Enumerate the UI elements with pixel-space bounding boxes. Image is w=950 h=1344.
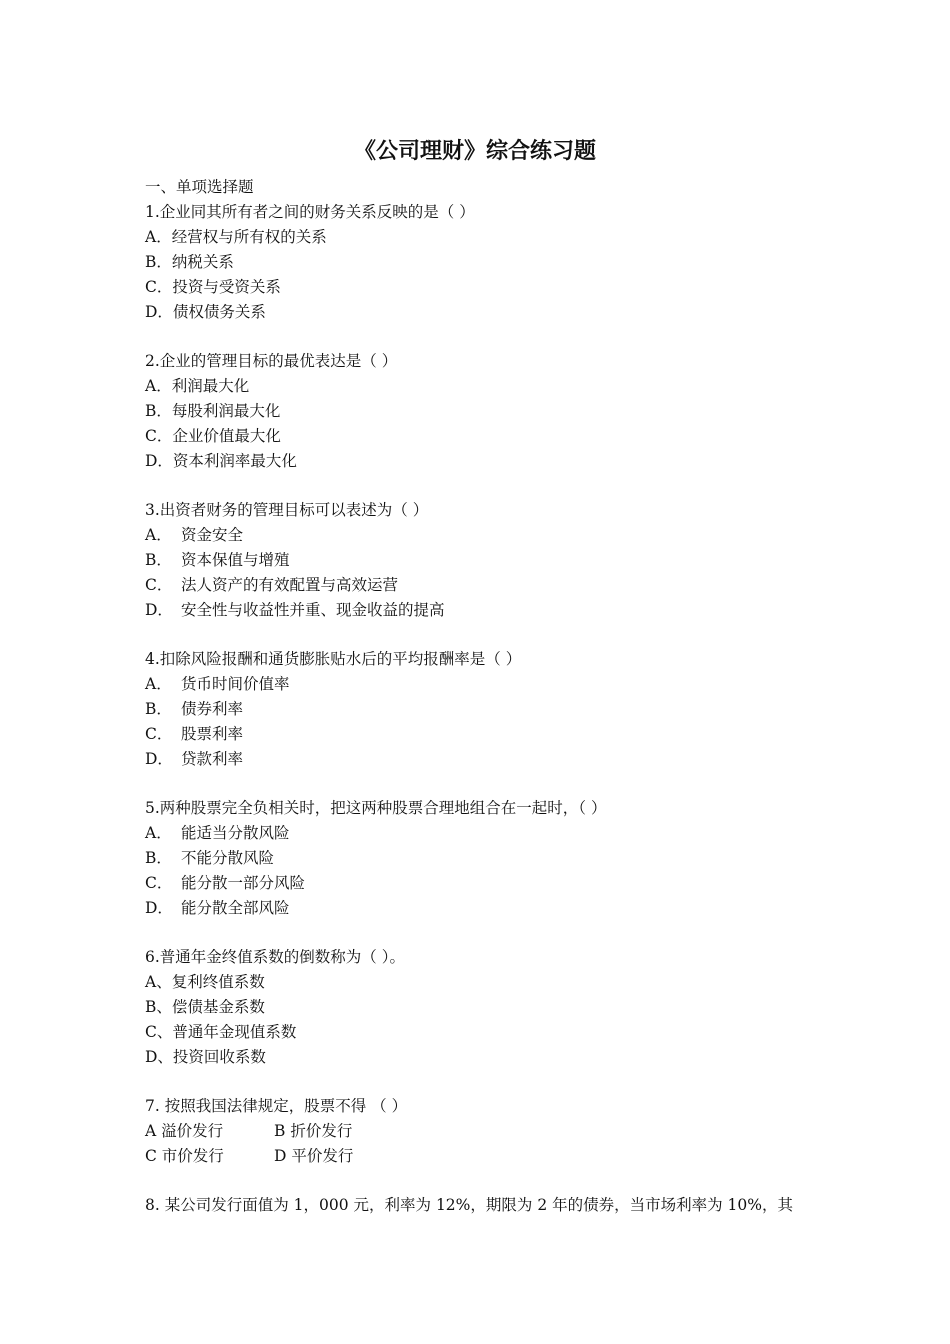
option-letter: B． bbox=[145, 551, 172, 569]
option-a bbox=[145, 821, 825, 846]
question-stem: 5.两种股票完全负相关时，把这两种股票合理地组合在一起时，（ ） bbox=[145, 799, 607, 817]
option-letter: D． bbox=[145, 601, 173, 619]
option-text: 资本保值与增殖 bbox=[181, 551, 290, 569]
option-letter: A． bbox=[145, 526, 172, 544]
option-b: B．每股利润最大化 bbox=[145, 402, 281, 420]
question-4 bbox=[145, 647, 825, 772]
option-b: B 折价发行 bbox=[274, 1122, 353, 1140]
question-stem: 2.企业的管理目标的最优表达是（ ） bbox=[145, 352, 398, 370]
option-c: C、普通年金现值系数 bbox=[145, 1023, 297, 1041]
option-letter: D． bbox=[145, 899, 173, 917]
option-letter: D． bbox=[145, 750, 173, 768]
option-d: D 平价发行 bbox=[274, 1147, 354, 1165]
question-stem: 3.出资者财务的管理目标可以表述为（ ） bbox=[145, 501, 429, 519]
option-text: 资金安全 bbox=[181, 526, 244, 544]
question-7 bbox=[145, 1094, 825, 1169]
option-letter: B． bbox=[145, 700, 172, 718]
question-list bbox=[145, 175, 825, 1218]
option-text: 能适当分散风险 bbox=[181, 824, 290, 842]
option-c: C 市价发行 bbox=[145, 1147, 224, 1165]
question-8 bbox=[145, 1193, 825, 1218]
option-letter: B． bbox=[145, 849, 172, 867]
option-letter: A． bbox=[145, 824, 172, 842]
option-a: A、复利终值系数 bbox=[145, 973, 265, 991]
question-stem: 7. 按照我国法律规定，股票不得 （ ） bbox=[145, 1097, 408, 1115]
option-text: 能分散一部分风险 bbox=[181, 874, 306, 892]
option-row bbox=[145, 1144, 825, 1169]
question-2 bbox=[145, 349, 825, 474]
option-text: 贷款利率 bbox=[181, 750, 244, 768]
question-6 bbox=[145, 945, 825, 1070]
option-letter: C． bbox=[145, 725, 173, 743]
option-letter: C． bbox=[145, 874, 173, 892]
option-d: D、投资回收系数 bbox=[145, 1048, 266, 1066]
option-c bbox=[145, 871, 825, 896]
option-a: A．利润最大化 bbox=[145, 377, 250, 395]
option-a bbox=[145, 523, 825, 548]
option-b: B．纳税关系 bbox=[145, 253, 234, 271]
option-d bbox=[145, 747, 825, 772]
option-row bbox=[145, 1119, 825, 1144]
option-c bbox=[145, 573, 825, 598]
option-a: A．经营权与所有权的关系 bbox=[145, 228, 327, 246]
option-text: 法人资产的有效配置与高效运营 bbox=[181, 576, 399, 594]
section-heading: 一、单项选择题 bbox=[145, 178, 254, 196]
option-b bbox=[145, 697, 825, 722]
option-letter: A． bbox=[145, 675, 172, 693]
option-a: A 溢价发行 bbox=[145, 1122, 224, 1140]
option-c: C．企业价值最大化 bbox=[145, 427, 281, 445]
question-5 bbox=[145, 796, 825, 921]
option-a bbox=[145, 672, 825, 697]
question-stem: 1.企业同其所有者之间的财务关系反映的是（ ） bbox=[145, 203, 475, 221]
question-stem: 4.扣除风险报酬和通货膨胀贴水后的平均报酬率是（ ） bbox=[145, 650, 522, 668]
option-text: 能分散全部风险 bbox=[181, 899, 290, 917]
question-3 bbox=[145, 498, 825, 623]
question-stem: 8. 某公司发行面值为 1，000 元，利率为 12%，期限为 2 年的债券，当市场利率为 10%，其 bbox=[145, 1196, 793, 1214]
question-stem: 6.普通年金终值系数的倒数称为（ ）。 bbox=[145, 948, 405, 966]
option-d: D．资本利润率最大化 bbox=[145, 452, 297, 470]
option-text: 安全性与收益性并重、现金收益的提高 bbox=[181, 601, 445, 619]
option-d: D．债权债务关系 bbox=[145, 303, 266, 321]
option-c: C．投资与受资关系 bbox=[145, 278, 281, 296]
option-d bbox=[145, 598, 825, 623]
option-d bbox=[145, 896, 825, 921]
option-c bbox=[145, 722, 825, 747]
option-b bbox=[145, 846, 825, 871]
option-text: 不能分散风险 bbox=[181, 849, 275, 867]
question-1 bbox=[145, 200, 825, 325]
option-text: 股票利率 bbox=[181, 725, 244, 743]
option-b: B、偿债基金系数 bbox=[145, 998, 265, 1016]
option-text: 债券利率 bbox=[181, 700, 244, 718]
option-text: 货币时间价值率 bbox=[181, 675, 290, 693]
option-letter: C． bbox=[145, 576, 173, 594]
document-title: 《公司理财》综合练习题 bbox=[353, 138, 596, 164]
option-b bbox=[145, 548, 825, 573]
